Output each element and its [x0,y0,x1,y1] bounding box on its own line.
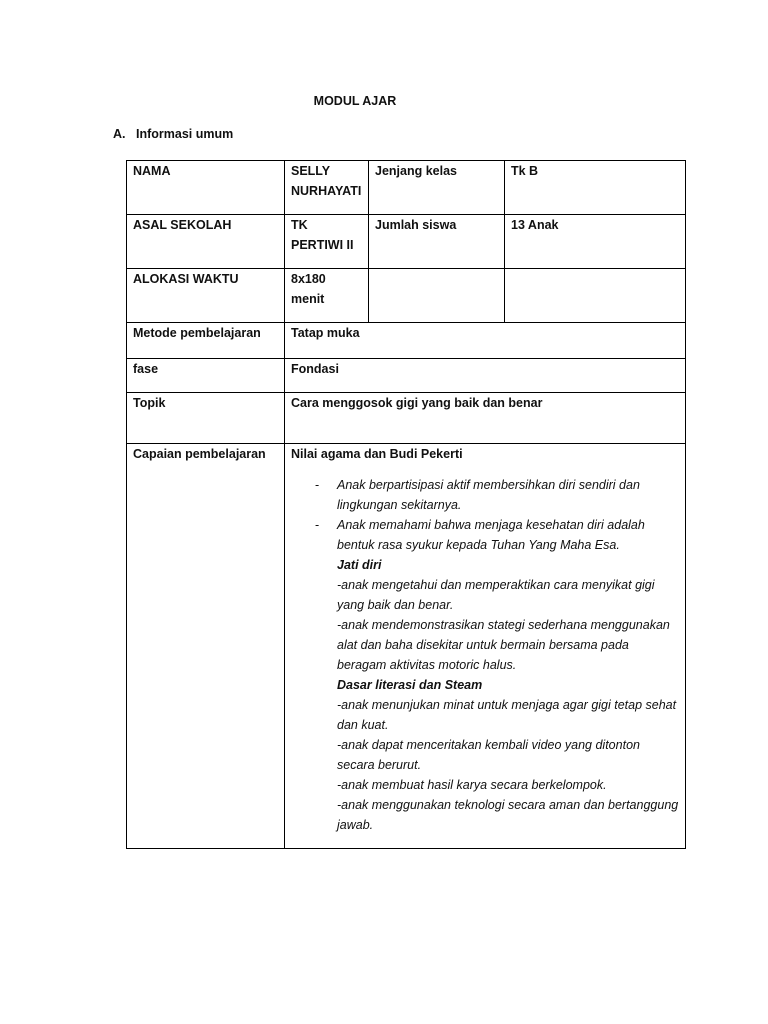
sekolah-label: ASAL SEKOLAH [127,215,285,269]
table-row [127,359,686,393]
metode-value: Tatap muka [285,323,686,359]
empty-cell [505,269,686,323]
nama-label: NAMA [127,161,285,215]
info-table [126,160,686,849]
list-item: -anak membuat hasil karya secara berkelompok. [337,778,607,792]
jenjang-label: Jenjang kelas [369,161,505,215]
table-row [127,393,686,444]
section-number: A. [113,127,126,141]
jati-diri-heading: Jati diri [337,558,382,572]
nama-value: SELLY NURHAYATI [285,161,369,215]
capaian-cell [285,444,686,849]
list-item: - Anak memahami bahwa menjaga kesehatan diri adalah bentuk rasa syukur kepada Tuhan Yang Maha Esa. [291,515,679,555]
list-item: -anak mengetahui dan memperaktikan cara menyikat gigi yang baik dan benar. [337,578,655,612]
document-title: MODUL AJAR [313,94,397,108]
jati-diri-block [291,555,679,835]
list-item: -anak dapat menceritakan kembali video yang ditonton secara berurut. [337,738,640,772]
table-row [127,269,686,323]
section-title: Informasi umum [136,127,234,141]
list-item: - Anak berpartisipasi aktif membersihkan diri sendiri dan lingkungan sekitarnya. [291,475,679,515]
dash-marker: - [315,518,320,532]
metode-label: Metode pembelajaran [127,323,285,359]
table-row [127,444,686,849]
jumlah-value: 13 Anak [505,215,686,269]
sekolah-value: TK PERTIWI II [285,215,369,269]
list-item: -anak menunjukan minat untuk menjaga agar gigi tetap sehat dan kuat. [337,698,677,732]
table-row [127,323,686,359]
dash-marker: - [315,478,320,492]
table-row [127,161,686,215]
topik-label: Topik [127,393,285,444]
jumlah-label: Jumlah siswa [369,215,505,269]
section-heading [113,127,233,141]
list-item: -anak mendemonstrasikan stategi sederhana menggunakan alat dan baha disekitar untuk bermain bersama pada beragam aktivitas motoric halus. [337,618,670,672]
topik-value: Cara menggosok gigi yang baik dan benar [285,393,686,444]
empty-cell [369,269,505,323]
alokasi-label: ALOKASI WAKTU [127,269,285,323]
alokasi-value: 8x180 menit [285,269,369,323]
list-item: -anak menggunakan teknologi secara aman dan bertanggung jawab. [337,798,679,832]
table-row [127,215,686,269]
capaian-label: Capaian pembelajaran [127,444,285,849]
capaian-heading: Nilai agama dan Budi Pekerti [291,447,463,461]
capaian-bullet-list [291,475,679,555]
fase-value: Fondasi [285,359,686,393]
fase-label: fase [127,359,285,393]
jenjang-value: Tk B [505,161,686,215]
literasi-heading: Dasar literasi dan Steam [337,678,483,692]
